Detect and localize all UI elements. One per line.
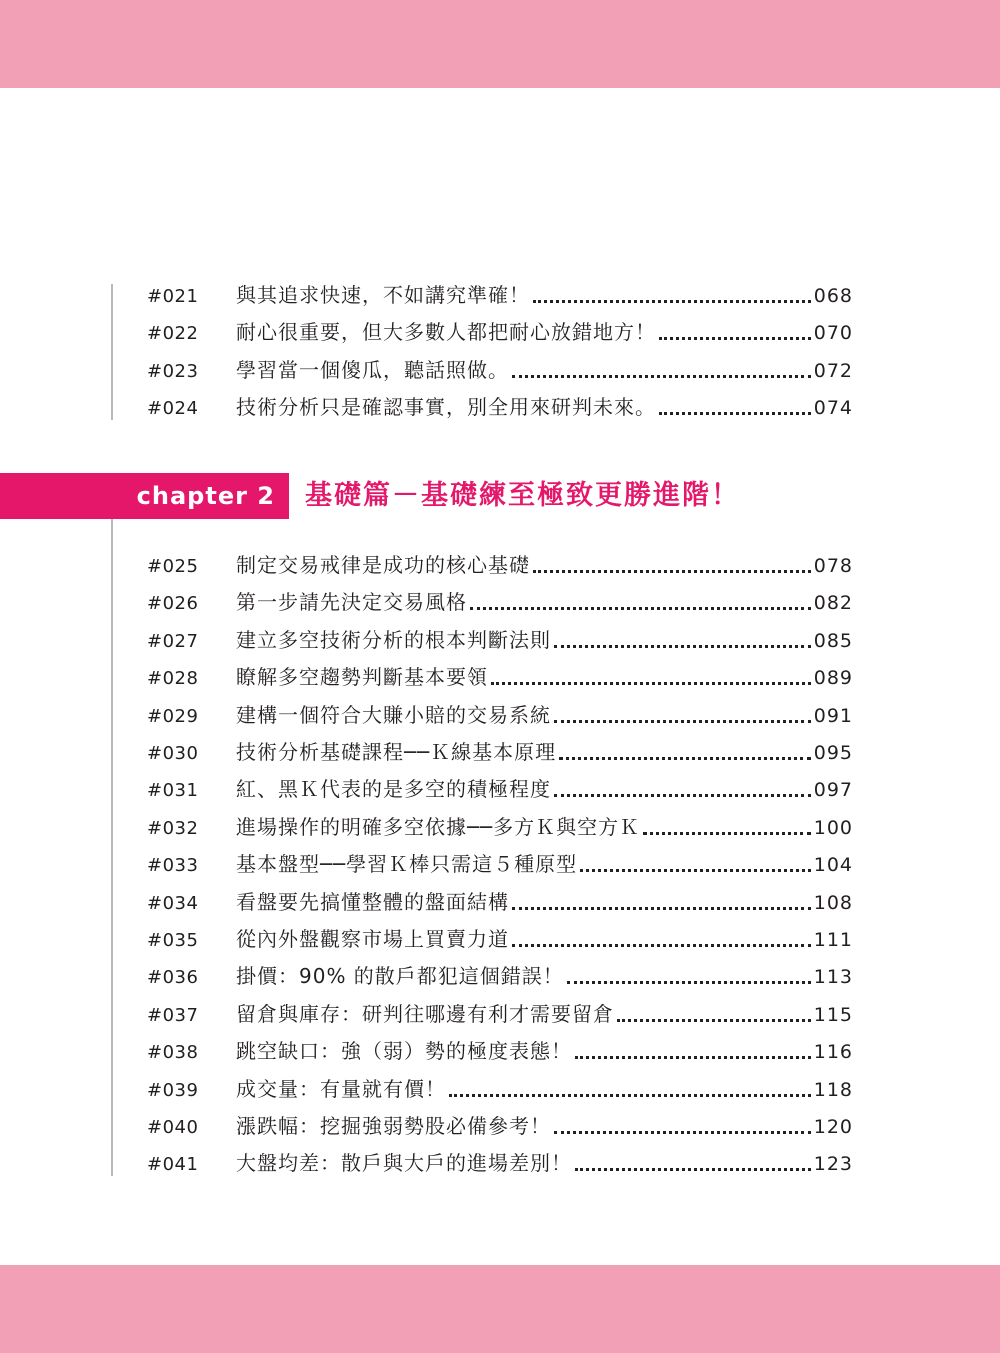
entry-title: 掛價：90% 的散戶都犯這個錯誤！ (236, 964, 564, 988)
toc-entry[interactable] (147, 887, 853, 917)
toc-entry[interactable] (147, 961, 853, 991)
toc-entry[interactable] (147, 1111, 853, 1141)
dot-leader (554, 1131, 811, 1134)
dot-leader (567, 981, 811, 984)
entry-number: #026 (147, 593, 199, 614)
entry-number: #028 (147, 668, 199, 689)
entry-number: #037 (147, 1005, 199, 1026)
entry-title: 技術分析只是確認事實，別全用來研判未來。 (236, 395, 656, 419)
dot-leader (617, 1019, 811, 1022)
toc-entry[interactable] (147, 924, 853, 954)
toc-entry[interactable] (147, 1148, 853, 1178)
toc-entry[interactable] (147, 625, 853, 655)
toc-entry[interactable] (147, 587, 853, 617)
dot-leader (559, 757, 811, 760)
dot-leader (491, 682, 811, 685)
dot-leader (512, 944, 811, 947)
dot-leader (533, 300, 811, 303)
entry-page-number: 078 (813, 555, 853, 577)
toc-entry[interactable] (147, 662, 853, 692)
entry-number: #041 (147, 1154, 199, 1175)
dot-leader (643, 832, 811, 835)
entry-number: #032 (147, 818, 199, 839)
dot-leader (575, 1056, 811, 1059)
entry-page-number: 072 (813, 360, 853, 382)
entry-page-number: 104 (813, 854, 853, 876)
entry-title: 建構一個符合大賺小賠的交易系統 (236, 703, 551, 727)
entry-title: 技術分析基礎課程──Ｋ線基本原理 (236, 740, 557, 764)
entry-page-number: 070 (813, 322, 853, 344)
entry-number: #024 (147, 398, 199, 419)
entry-page-number: 108 (813, 892, 853, 914)
entry-number: #035 (147, 930, 199, 951)
entry-number: #031 (147, 780, 199, 801)
toc-entry[interactable] (147, 317, 853, 347)
entry-title: 建立多空技術分析的根本判斷法則 (236, 628, 551, 652)
toc-entry[interactable] (147, 849, 853, 879)
entry-title: 看盤要先搞懂整體的盤面結構 (236, 890, 509, 914)
entry-title: 跳空缺口：強（弱）勢的極度表態！ (236, 1039, 572, 1063)
entry-number: #039 (147, 1080, 199, 1101)
dot-leader (659, 337, 811, 340)
dot-leader (470, 607, 811, 610)
entry-number: #036 (147, 967, 199, 988)
dot-leader (580, 869, 811, 872)
dot-leader (659, 412, 811, 415)
entry-page-number: 074 (813, 397, 853, 419)
entry-number: #023 (147, 361, 199, 382)
entry-page-number: 115 (813, 1004, 853, 1026)
entry-page-number: 123 (813, 1153, 853, 1175)
dot-leader (512, 375, 811, 378)
entry-title: 基本盤型──學習Ｋ棒只需這５種原型 (236, 852, 578, 876)
entry-title: 大盤均差：散戶與大戶的進場差別！ (236, 1151, 572, 1175)
entry-number: #040 (147, 1117, 199, 1138)
dot-leader (554, 720, 811, 723)
top-color-band (0, 0, 1000, 88)
entry-title: 耐心很重要，但大多數人都把耐心放錯地方！ (236, 320, 656, 344)
entry-page-number: 085 (813, 630, 853, 652)
entry-page-number: 068 (813, 285, 853, 307)
section1-rule (111, 284, 113, 420)
dot-leader (533, 570, 811, 573)
entry-page-number: 082 (813, 592, 853, 614)
toc-entry[interactable] (147, 812, 853, 842)
toc-entry[interactable] (147, 1036, 853, 1066)
bottom-color-band (0, 1265, 1000, 1353)
entry-page-number: 113 (813, 966, 853, 988)
entry-title: 制定交易戒律是成功的核心基礎 (236, 553, 530, 577)
entry-number: #025 (147, 556, 199, 577)
dot-leader (575, 1168, 811, 1171)
entry-title: 漲跌幅：挖掘強弱勢股必備參考！ (236, 1114, 551, 1138)
entry-title: 成交量：有量就有價！ (236, 1077, 446, 1101)
entry-page-number: 089 (813, 667, 853, 689)
entry-title: 從內外盤觀察市場上買賣力道 (236, 927, 509, 951)
entry-page-number: 097 (813, 779, 853, 801)
entry-number: #022 (147, 323, 199, 344)
entry-page-number: 111 (813, 929, 853, 951)
toc-entry[interactable] (147, 550, 853, 580)
entry-number: #029 (147, 706, 199, 727)
entry-title: 進場操作的明確多空依據──多方Ｋ與空方Ｋ (236, 815, 641, 839)
dot-leader (512, 907, 811, 910)
toc-entry[interactable] (147, 774, 853, 804)
entry-title: 紅、黑Ｋ代表的是多空的積極程度 (236, 777, 551, 801)
chapter-banner (0, 473, 289, 519)
entry-number: #030 (147, 743, 199, 764)
entry-page-number: 091 (813, 705, 853, 727)
entry-title: 瞭解多空趨勢判斷基本要領 (236, 665, 488, 689)
toc-entry[interactable] (147, 700, 853, 730)
chapter-title: 基礎篇－基礎練至極致更勝進階！ (305, 480, 740, 511)
entry-number: #038 (147, 1042, 199, 1063)
toc-entry[interactable] (147, 737, 853, 767)
entry-page-number: 120 (813, 1116, 853, 1138)
entry-page-number: 100 (813, 817, 853, 839)
toc-entry[interactable] (147, 999, 853, 1029)
toc-entry[interactable] (147, 355, 853, 385)
entry-number: #021 (147, 286, 199, 307)
entry-page-number: 095 (813, 742, 853, 764)
dot-leader (554, 794, 811, 797)
section2-rule (111, 519, 113, 1176)
toc-entry[interactable] (147, 1074, 853, 1104)
dot-leader (449, 1094, 811, 1097)
entry-title: 留倉與庫存：研判往哪邊有利才需要留倉 (236, 1002, 614, 1026)
entry-number: #033 (147, 855, 199, 876)
entry-title: 第一步請先決定交易風格 (236, 590, 467, 614)
entry-title: 與其追求快速，不如講究準確！ (236, 283, 530, 307)
toc-entry[interactable] (147, 392, 853, 422)
entry-page-number: 118 (813, 1079, 853, 1101)
entry-number: #034 (147, 893, 199, 914)
dot-leader (554, 645, 811, 648)
toc-entry[interactable] (147, 280, 853, 310)
chapter-label: chapter 2 (136, 482, 275, 510)
entry-number: #027 (147, 631, 199, 652)
entry-title: 學習當一個傻瓜，聽話照做。 (236, 358, 509, 382)
entry-page-number: 116 (813, 1041, 853, 1063)
